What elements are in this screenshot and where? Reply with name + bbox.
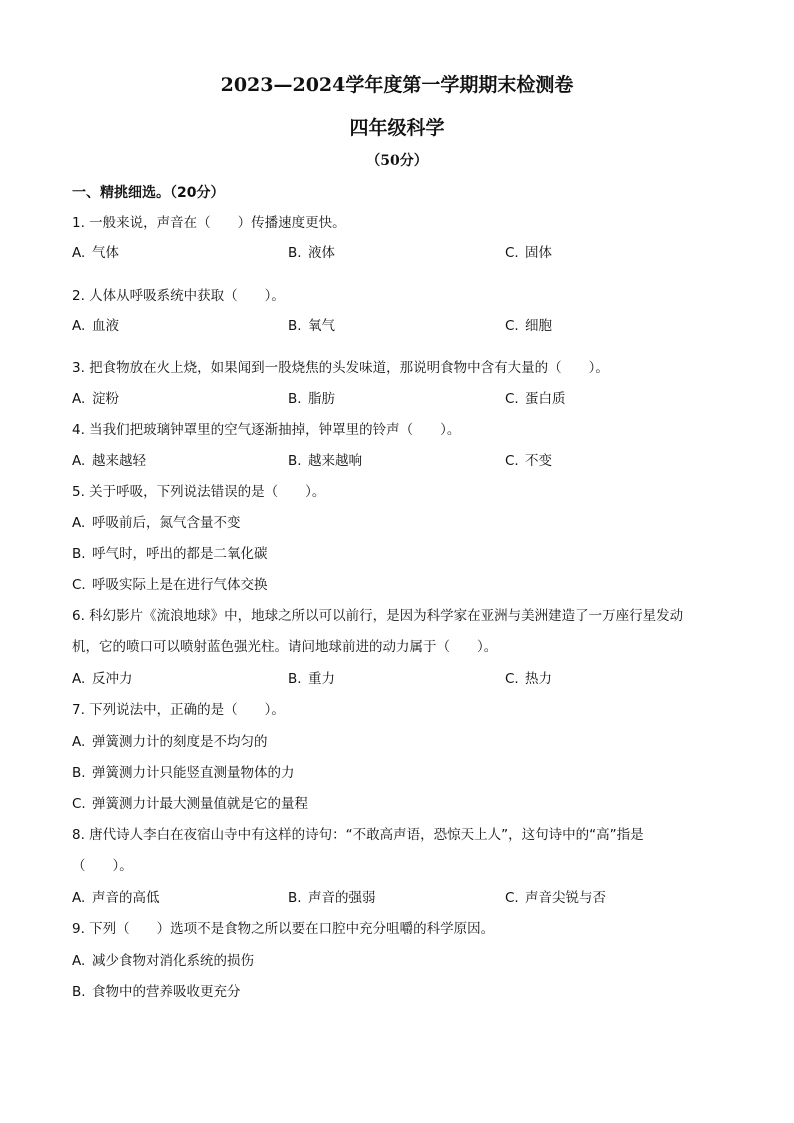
option-label: B. <box>288 245 302 261</box>
option-label: C. <box>505 890 519 906</box>
option-1b[interactable] <box>288 243 335 263</box>
question-4: 4. 当我们把玻璃钟罩里的空气逐渐抽掉，钟罩里的铃声（ ）。 <box>72 422 461 438</box>
option-text: 呼吸实际上是在进行气体交换 <box>92 577 268 593</box>
option-text: 声音的强弱 <box>308 890 376 906</box>
option-7b[interactable] <box>72 763 295 783</box>
option-3b[interactable] <box>288 389 335 409</box>
option-label: C. <box>505 245 519 261</box>
question-2: 2. 人体从呼吸系统中获取（ ）。 <box>72 288 285 304</box>
option-label: C. <box>72 796 86 812</box>
question-5: 5. 关于呼吸，下列说法错误的是（ ）。 <box>72 484 326 500</box>
option-8b[interactable] <box>288 888 376 908</box>
option-text: 越来越轻 <box>92 453 146 469</box>
option-label: A. <box>72 318 86 334</box>
option-5c[interactable] <box>72 575 268 595</box>
question-6-cont: 机，它的喷口可以喷射蓝色强光柱。请问地球前进的动力属于（ ）。 <box>72 639 498 655</box>
question-3: 3. 把食物放在火上烧，如果闻到一股烧焦的头发味道，那说明食物中含有大量的（ ）。 <box>72 360 609 376</box>
option-text: 固体 <box>525 245 552 261</box>
option-label: B. <box>288 391 302 407</box>
option-3a[interactable] <box>72 389 119 409</box>
option-label: C. <box>72 577 86 593</box>
option-4a[interactable] <box>72 451 146 471</box>
option-7a[interactable] <box>72 732 268 752</box>
option-label: C. <box>505 318 519 334</box>
option-label: C. <box>505 391 519 407</box>
option-6c[interactable] <box>505 669 552 689</box>
option-text: 声音的高低 <box>92 890 160 906</box>
option-8c[interactable] <box>505 888 606 908</box>
option-label: A. <box>72 953 86 969</box>
question-8: 8. 唐代诗人李白在夜宿山寺中有这样的诗句：“不敢高声语，恐惊天上人”，这句诗中的“高”指是 <box>72 827 644 843</box>
option-text: 呼吸前后，氮气含量不变 <box>92 515 241 531</box>
option-label: B. <box>72 765 86 781</box>
option-2c[interactable] <box>505 316 552 336</box>
option-text: 不变 <box>525 453 552 469</box>
option-label: B. <box>288 318 302 334</box>
section-heading: 一、精挑细选。（20分） <box>72 185 225 201</box>
option-label: A. <box>72 245 86 261</box>
exam-title: 2023—2024学年度第一学期期末检测卷 <box>220 74 574 96</box>
option-label: B. <box>288 890 302 906</box>
option-2a[interactable] <box>72 316 119 336</box>
option-1a[interactable] <box>72 243 119 263</box>
option-label: A. <box>72 453 86 469</box>
option-text: 越来越响 <box>308 453 362 469</box>
option-label: B. <box>72 984 86 1000</box>
option-4c[interactable] <box>505 451 552 471</box>
option-label: A. <box>72 391 86 407</box>
question-6: 6. 科幻影片《流浪地球》中，地球之所以可以前行，是因为科学家在亚洲与美洲建造了一万座行星发动 <box>72 608 684 624</box>
option-label: C. <box>505 671 519 687</box>
option-label: A. <box>72 671 86 687</box>
option-text: 呼气时，呼出的都是二氧化碳 <box>92 546 268 562</box>
option-4b[interactable] <box>288 451 362 471</box>
option-label: A. <box>72 515 86 531</box>
option-text: 蛋白质 <box>525 391 566 407</box>
question-7: 7. 下列说法中，正确的是（ ）。 <box>72 702 285 718</box>
option-label: C. <box>505 453 519 469</box>
option-text: 血液 <box>92 318 119 334</box>
option-text: 脂肪 <box>308 391 335 407</box>
option-7c[interactable] <box>72 794 308 814</box>
option-label: B. <box>288 671 302 687</box>
option-9a[interactable] <box>72 951 254 971</box>
option-text: 淀粉 <box>92 391 119 407</box>
option-text: 声音尖锐与否 <box>525 890 606 906</box>
option-text: 反冲力 <box>92 671 133 687</box>
option-text: 弹簧测力计最大测量值就是它的量程 <box>92 796 308 812</box>
option-text: 弹簧测力计只能竖直测量物体的力 <box>92 765 295 781</box>
option-text: 减少食物对消化系统的损伤 <box>92 953 254 969</box>
question-9: 9. 下列（ ）选项不是食物之所以要在口腔中充分咀嚼的科学原因。 <box>72 921 495 937</box>
option-label: A. <box>72 734 86 750</box>
option-5a[interactable] <box>72 513 241 533</box>
option-1c[interactable] <box>505 243 552 263</box>
option-text: 热力 <box>525 671 552 687</box>
option-6b[interactable] <box>288 669 335 689</box>
option-label: B. <box>288 453 302 469</box>
option-9b[interactable] <box>72 982 241 1002</box>
option-text: 弹簧测力计的刻度是不均匀的 <box>92 734 268 750</box>
question-1: 1. 一般来说，声音在（ ）传播速度更快。 <box>72 215 346 231</box>
exam-score: （50分） <box>366 153 428 169</box>
question-8-cont: （ ）。 <box>72 858 133 874</box>
option-text: 气体 <box>92 245 119 261</box>
option-3c[interactable] <box>505 389 566 409</box>
option-text: 重力 <box>308 671 335 687</box>
option-text: 细胞 <box>525 318 552 334</box>
option-6a[interactable] <box>72 669 133 689</box>
option-label: A. <box>72 890 86 906</box>
option-text: 液体 <box>308 245 335 261</box>
option-text: 食物中的营养吸收更充分 <box>92 984 241 1000</box>
option-text: 氧气 <box>308 318 335 334</box>
option-5b[interactable] <box>72 544 268 564</box>
exam-subtitle: 四年级科学 <box>349 117 445 139</box>
option-8a[interactable] <box>72 888 160 908</box>
option-2b[interactable] <box>288 316 335 336</box>
option-label: B. <box>72 546 86 562</box>
